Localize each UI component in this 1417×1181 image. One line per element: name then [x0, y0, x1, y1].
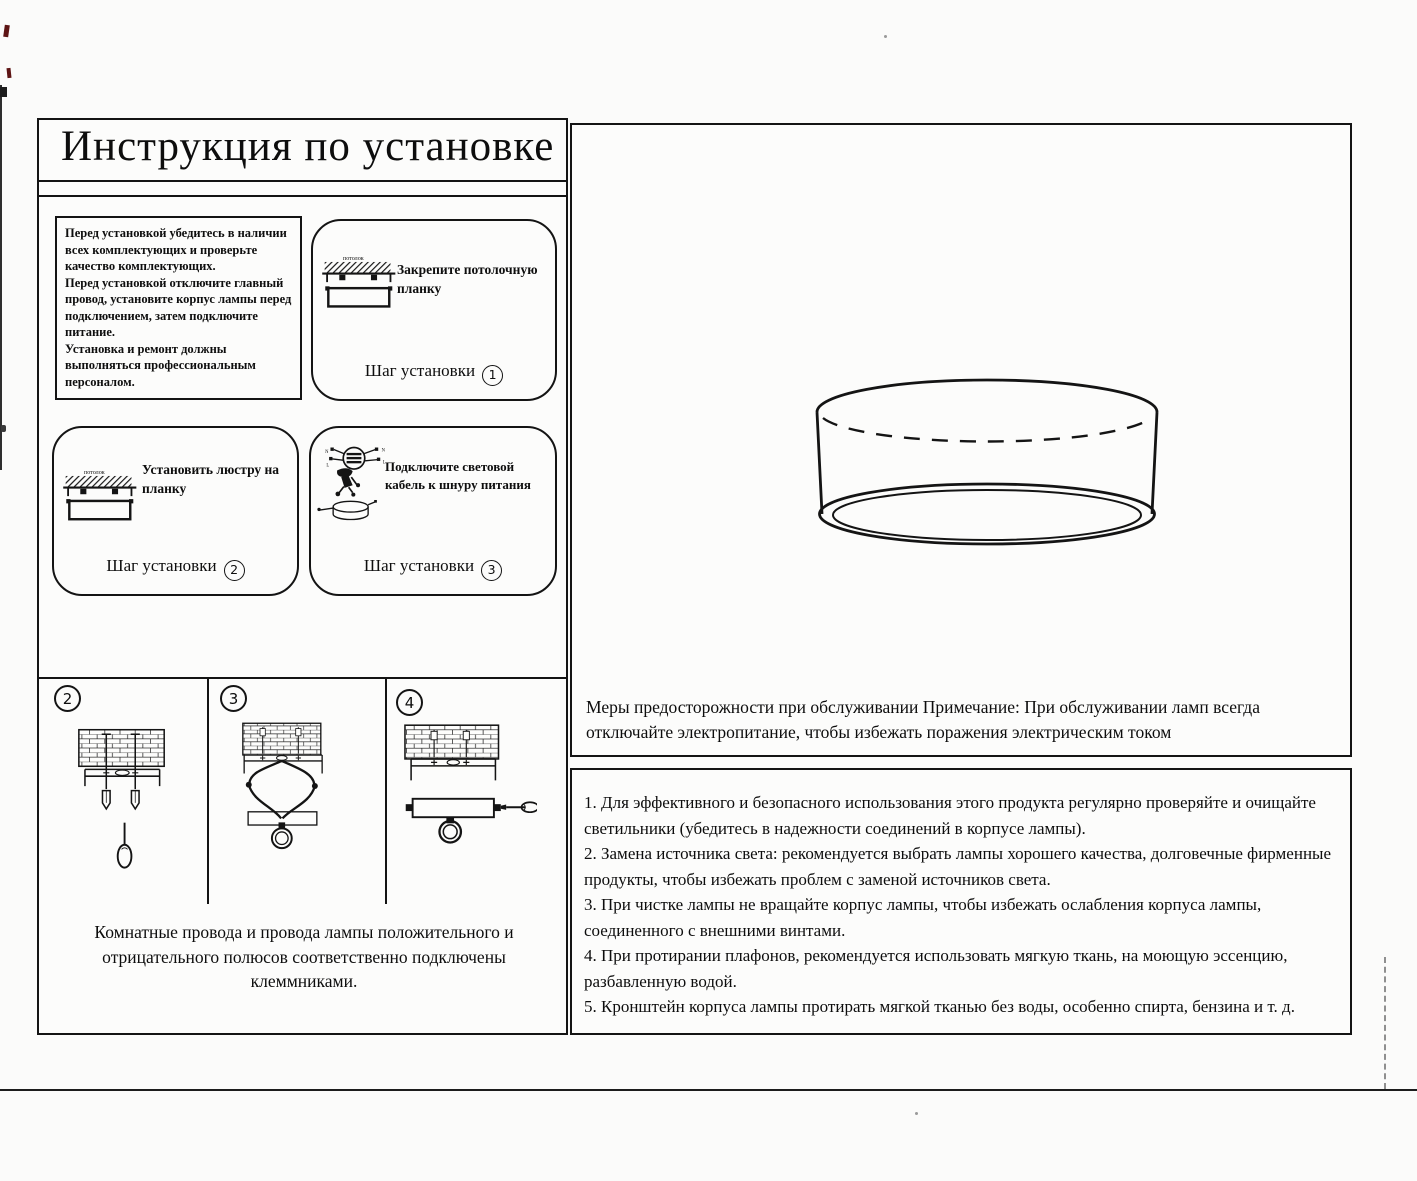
panel-divider: [385, 677, 387, 904]
scan-red-mark: [6, 68, 11, 78]
step-caption: Подключите световой кабель к шнуру питания: [385, 459, 531, 493]
step-caption: Закрепите потолочную планку: [397, 262, 538, 296]
panel-number: 3: [220, 685, 247, 712]
panel-number: 2: [54, 685, 81, 712]
step-box-2: [52, 426, 299, 596]
scan-dashed-line: [1384, 957, 1386, 1089]
ceiling-bracket-diagram: [62, 468, 140, 529]
maintenance-item: 5. Кронштейн корпуса лампы протирать мягкой тканью без воды, особенно спирта, бензина и т. д.: [584, 997, 1295, 1016]
panel-number: 4: [396, 689, 423, 716]
maintenance-item: 1. Для эффективного и безопасного использования этого продукта регулярно проверяйте и очищайте светильники (убедитесь в надежности соединений в корпусе лампы).: [584, 793, 1316, 838]
step-label-text: Шаг установки: [106, 556, 217, 576]
scan-mark: [1, 425, 6, 432]
wire-letter-n: N: [325, 449, 329, 455]
maintenance-list: [584, 790, 1342, 1020]
intro-paragraph: Установка и ремонт должны выполняться профессиональным персоналом.: [65, 341, 256, 389]
step-label: [313, 361, 555, 386]
scan-speck: [915, 1112, 918, 1115]
scan-blob: [0, 87, 7, 97]
wiring-hookup-diagram: [224, 714, 337, 866]
panels-divider: [39, 677, 566, 679]
intro-warning-box: [55, 216, 302, 400]
wire-letter-l: L: [326, 463, 330, 469]
terminal-connector-diagram: [317, 442, 391, 523]
precaution-note: Меры предосторожности при обслуживании Примечание: При обслуживании ламп всегда отключайте электропитание, чтобы избежать поражения электрическим током: [586, 697, 1260, 742]
title-underline: [39, 182, 566, 197]
intro-paragraph: Перед установкой убедитесь в наличии всех комплектующих и проверьте качество комплектующих.: [65, 226, 287, 273]
title-box: [39, 120, 566, 182]
ceiling-bracket-diagram: [321, 254, 399, 315]
wire-letter-l: L: [382, 460, 386, 466]
scan-bottom-rule: [0, 1089, 1417, 1091]
left-panel: [37, 118, 568, 1035]
lamp-illustration-box: [570, 123, 1352, 757]
ceiling-label: потолок: [342, 256, 364, 263]
step-caption: Установить люстру на планку: [142, 462, 280, 496]
panel-divider: [207, 677, 209, 904]
step-label: [311, 556, 555, 581]
step-label: [54, 556, 297, 581]
step-number: 2: [224, 560, 245, 581]
wall-anchor-diagram: [59, 716, 181, 876]
wire-letter-n: N: [381, 448, 385, 454]
maintenance-item: 4. При протирании плафонов, рекомендуется использовать мягкую ткань, на моющую эссенцию, разбавленную водой.: [584, 946, 1288, 991]
page-title: Инструкция по установке: [61, 123, 555, 170]
step-label-text: Шаг установки: [363, 556, 475, 576]
scan-red-mark: [3, 25, 10, 38]
step-number: 1: [482, 365, 503, 386]
step-box-3: [309, 426, 557, 596]
ceiling-label: потолок: [83, 470, 105, 477]
step-box-1: [311, 219, 557, 401]
step-number: 3: [481, 560, 502, 581]
maintenance-item: 2. Замена источника света: рекомендуется выбрать лампы хорошего качества, долговечные фирменные продукты, чтобы избежать проблем с заменой источников света.: [584, 844, 1332, 889]
wiring-note: Комнатные провода и провода лампы положительного и отрицательного полюсов соответственно подключены клеммниками.: [94, 922, 514, 991]
ceiling-lamp-drawing: [797, 372, 1197, 557]
scan-speck: [884, 35, 887, 38]
maintenance-box: [570, 768, 1352, 1035]
intro-paragraph: Перед установкой отключите главный провод, установите корпус лампы перед подключением, затем подключите питание.: [65, 275, 292, 339]
step-label-text: Шаг установки: [364, 361, 476, 381]
body-mount-diagram: [391, 716, 537, 854]
maintenance-item: 3. При чистке лампы не вращайте корпус лампы, чтобы избежать ослабления корпуса лампы, соединенного с внешними винтами.: [584, 895, 1262, 940]
scan-edge-line: [0, 85, 2, 470]
